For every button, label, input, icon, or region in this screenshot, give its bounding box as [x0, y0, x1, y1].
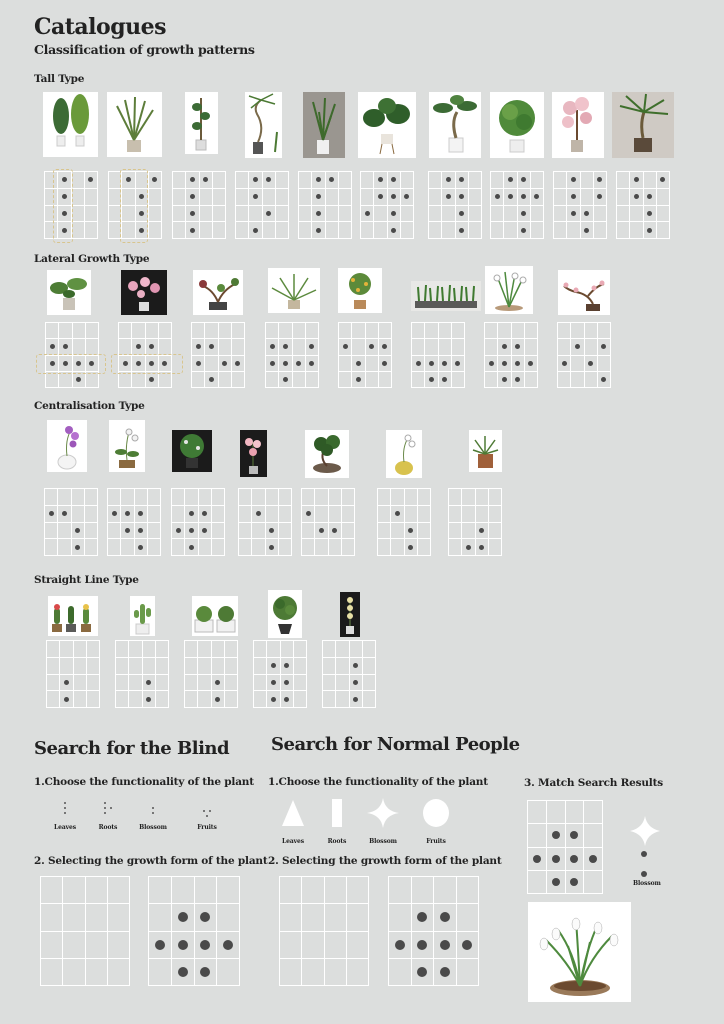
selection-highlight	[111, 354, 183, 374]
normal-option-label: Roots	[327, 838, 347, 845]
blind-growth-grid-empty[interactable]	[40, 876, 130, 986]
plant-thumb[interactable]	[43, 92, 98, 157]
plant-thumb[interactable]	[47, 420, 87, 472]
selection-highlight	[36, 354, 106, 374]
result-growth-grid	[527, 800, 603, 894]
page-subtitle: Classification of growth patterns	[34, 42, 255, 57]
growth-grid[interactable]	[553, 171, 607, 239]
growth-grid[interactable]	[46, 640, 100, 708]
circle-fruits-icon	[422, 798, 450, 828]
normal-option-leaves[interactable]	[278, 798, 308, 845]
blind-growth-grid-selected[interactable]	[148, 876, 240, 986]
growth-grid[interactable]	[411, 322, 465, 388]
blind-option-label: Roots	[98, 824, 118, 831]
growth-grid[interactable]	[377, 488, 431, 556]
plant-thumb[interactable]	[48, 596, 98, 636]
section-lateral-type: Lateral Growth Type	[34, 253, 150, 265]
blind-step2: 2. Selecting the growth form of the plant	[34, 855, 268, 867]
selection-highlight	[120, 169, 148, 243]
plant-thumb[interactable]	[358, 92, 416, 158]
growth-grid[interactable]	[301, 488, 355, 556]
plant-thumb[interactable]	[109, 420, 145, 472]
plant-thumb[interactable]	[193, 270, 243, 315]
braille-fruits-icon	[200, 802, 214, 816]
growth-grid[interactable]	[191, 322, 245, 388]
plant-thumb[interactable]	[552, 92, 604, 158]
rectangle-roots-icon	[330, 798, 344, 828]
plant-thumb[interactable]	[130, 596, 155, 636]
growth-grid[interactable]	[107, 488, 161, 556]
plant-thumb[interactable]	[340, 592, 360, 637]
plant-thumb[interactable]	[47, 270, 91, 315]
growth-grid[interactable]	[557, 322, 611, 388]
growth-grid[interactable]	[115, 640, 169, 708]
plant-thumb[interactable]	[558, 270, 610, 315]
plant-thumb[interactable]	[245, 92, 282, 158]
normal-option-blossom[interactable]	[366, 798, 400, 845]
result-braille-dot-2	[641, 871, 647, 877]
plant-thumb[interactable]	[411, 281, 481, 311]
page-title: Catalogues	[34, 14, 166, 40]
braille-leaves-icon	[58, 802, 72, 816]
growth-grid[interactable]	[171, 488, 225, 556]
plant-thumb[interactable]	[121, 270, 167, 315]
plant-thumb[interactable]	[172, 430, 212, 472]
plant-thumb[interactable]	[268, 590, 302, 638]
growth-grid[interactable]	[253, 640, 307, 708]
blind-step1: 1.Choose the functionality of the plant	[34, 776, 254, 788]
plant-thumb[interactable]	[305, 430, 349, 478]
normal-growth-grid-selected[interactable]	[388, 876, 479, 986]
normal-option-label: Blossom	[369, 838, 397, 845]
blind-option-blossom[interactable]	[138, 802, 168, 831]
blind-option-leaves[interactable]	[52, 802, 78, 831]
normal-search-title: Search for Normal People	[271, 734, 520, 755]
plant-thumb[interactable]	[490, 92, 544, 158]
blind-option-label: Fruits	[197, 824, 217, 831]
growth-grid[interactable]	[265, 322, 319, 388]
normal-step1: 1.Choose the functionality of the plant	[268, 776, 488, 788]
plant-thumb[interactable]	[338, 268, 382, 313]
section-central-type: Centralisation Type	[34, 400, 145, 412]
growth-grid[interactable]	[428, 171, 482, 239]
normal-option-fruits[interactable]	[420, 798, 452, 845]
growth-grid[interactable]	[322, 640, 376, 708]
blind-option-roots[interactable]	[95, 802, 121, 831]
plant-thumb[interactable]	[107, 92, 162, 157]
growth-grid[interactable]	[338, 322, 392, 388]
normal-option-roots[interactable]	[322, 798, 352, 845]
growth-grid[interactable]	[360, 171, 414, 239]
growth-grid[interactable]	[298, 171, 352, 239]
growth-grid[interactable]	[235, 171, 289, 239]
result-braille-dot-1	[641, 851, 647, 857]
plant-thumb[interactable]	[185, 92, 218, 154]
blind-option-label: Blossom	[139, 824, 167, 831]
plant-thumb[interactable]	[303, 92, 345, 158]
blind-option-label: Leaves	[53, 824, 76, 831]
growth-grid[interactable]	[448, 488, 502, 556]
result-star-blossom-icon	[630, 816, 660, 846]
plant-thumb[interactable]	[469, 430, 502, 472]
plant-thumb[interactable]	[429, 92, 481, 158]
growth-grid[interactable]	[184, 640, 238, 708]
selection-highlight	[53, 169, 73, 243]
plant-thumb[interactable]	[240, 430, 267, 477]
growth-grid[interactable]	[238, 488, 292, 556]
star-blossom-icon	[367, 798, 399, 828]
normal-growth-grid-empty[interactable]	[279, 876, 369, 986]
growth-grid[interactable]	[490, 171, 544, 239]
plant-thumb[interactable]	[268, 268, 320, 313]
result-function-label: Blossom	[633, 880, 661, 887]
growth-grid[interactable]	[172, 171, 226, 239]
results-title: 3. Match Search Results	[524, 777, 663, 789]
normal-option-label: Fruits	[426, 838, 446, 845]
plant-thumb[interactable]	[485, 266, 533, 314]
plant-thumb[interactable]	[386, 430, 422, 478]
section-straight-type: Straight Line Type	[34, 574, 139, 586]
triangle-leaves-icon	[281, 798, 305, 828]
plant-thumb[interactable]	[612, 92, 674, 158]
result-plant-image[interactable]	[528, 902, 631, 1002]
normal-option-label: Leaves	[281, 838, 304, 845]
growth-grid[interactable]	[616, 171, 670, 239]
section-tall-type: Tall Type	[34, 73, 85, 85]
blind-search-title: Search for the Blind	[34, 738, 230, 759]
braille-blossom-icon	[146, 802, 160, 816]
normal-step2: 2. Selecting the growth form of the plant	[268, 855, 502, 867]
plant-thumb[interactable]	[192, 596, 238, 636]
growth-grid[interactable]	[44, 488, 98, 556]
growth-grid[interactable]	[484, 322, 538, 388]
blind-option-fruits[interactable]	[194, 802, 220, 831]
braille-roots-icon	[101, 802, 115, 816]
